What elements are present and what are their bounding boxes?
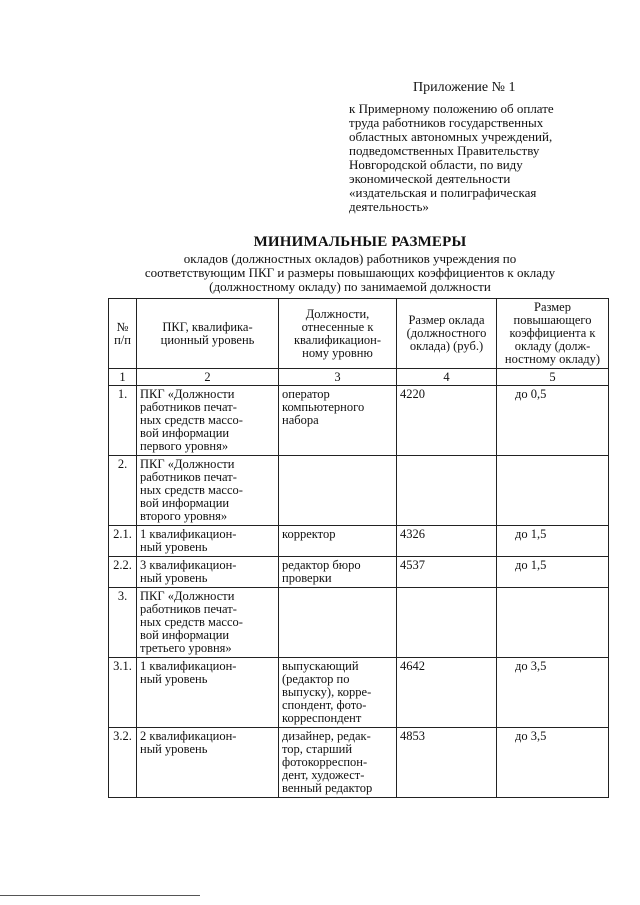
table-row bbox=[109, 386, 609, 456]
position-line: набора bbox=[282, 413, 319, 427]
row-salary: 4537 bbox=[397, 557, 497, 588]
row-number: 3.1. bbox=[109, 658, 137, 728]
position-line: проверки bbox=[282, 571, 332, 585]
row-coefficient: до 1,5 bbox=[497, 557, 609, 588]
header-group bbox=[137, 299, 279, 369]
document-heading: МИНИМАЛЬНЫЕ РАЗМЕРЫ bbox=[253, 234, 467, 250]
header-line: ционный уровень bbox=[160, 332, 255, 347]
group-line: ных средств массо- bbox=[140, 483, 243, 497]
group-line: ный уровень bbox=[140, 571, 208, 585]
row-number: 2.2. bbox=[109, 557, 137, 588]
table-header-row bbox=[109, 299, 609, 369]
row-group bbox=[137, 728, 279, 798]
row-coefficient: до 3,5 bbox=[497, 728, 609, 798]
header-line: ностному окладу) bbox=[504, 352, 601, 366]
row-coefficient: до 3,5 bbox=[497, 658, 609, 728]
appendix-line: Новгородской области, по виду bbox=[349, 157, 523, 172]
header-line: повышающего bbox=[513, 313, 592, 327]
document-subheading bbox=[110, 252, 590, 294]
group-line: ный уровень bbox=[140, 742, 208, 756]
row-group bbox=[137, 557, 279, 588]
table-row bbox=[109, 658, 609, 728]
column-number: 5 bbox=[497, 369, 609, 386]
header-line: № bbox=[116, 319, 129, 334]
row-positions bbox=[279, 588, 397, 658]
row-positions bbox=[279, 386, 397, 456]
appendix-title: Приложение № 1 bbox=[413, 80, 516, 95]
appendix-line: труда работников государственных bbox=[349, 115, 544, 130]
header-salary bbox=[397, 299, 497, 369]
position-line: оператор bbox=[282, 387, 330, 401]
column-number: 4 bbox=[397, 369, 497, 386]
row-number: 1. bbox=[109, 386, 137, 456]
position-line: корректор bbox=[282, 527, 336, 541]
header-line: (должностного bbox=[406, 326, 487, 340]
salary-table bbox=[108, 298, 609, 798]
position-line: (редактор по bbox=[282, 672, 350, 686]
row-positions bbox=[279, 557, 397, 588]
row-salary: 4220 bbox=[397, 386, 497, 456]
header-number bbox=[109, 299, 137, 369]
position-line: редактор бюро bbox=[282, 558, 361, 572]
header-line: квалификацион- bbox=[293, 332, 382, 347]
group-line: ПКГ «Должности bbox=[140, 457, 235, 471]
row-salary: 4853 bbox=[397, 728, 497, 798]
subheading-line: окладов (должностных окладов) работников учреждения по bbox=[183, 251, 517, 266]
header-line: оклада) (руб.) bbox=[409, 339, 484, 353]
group-line: работников печат- bbox=[140, 602, 237, 616]
row-positions bbox=[279, 728, 397, 798]
group-line: вой информации bbox=[140, 496, 230, 510]
group-line: 1 квалификацион- bbox=[140, 659, 237, 673]
group-line: ный уровень bbox=[140, 672, 208, 686]
appendix-line: деятельность» bbox=[349, 199, 429, 214]
appendix-block bbox=[349, 80, 599, 214]
position-line: компьютерного bbox=[282, 400, 365, 414]
group-line: работников печат- bbox=[140, 400, 237, 414]
position-line: дент, художест- bbox=[282, 768, 365, 782]
position-line: дизайнер, редак- bbox=[282, 729, 371, 743]
row-number: 2. bbox=[109, 456, 137, 526]
table-column-numbers-row bbox=[109, 369, 609, 386]
table-row bbox=[109, 588, 609, 658]
header-line: Должности, bbox=[305, 306, 370, 321]
row-coefficient bbox=[497, 588, 609, 658]
appendix-line: к Примерному положению об оплате bbox=[349, 101, 554, 116]
appendix-lines bbox=[349, 102, 599, 214]
appendix-line: областных автономных учреждений, bbox=[349, 129, 553, 144]
table-body bbox=[109, 386, 609, 798]
header-line: Размер оклада bbox=[408, 313, 485, 327]
header-line: Размер bbox=[534, 300, 571, 314]
header-line: коэффициента к bbox=[509, 326, 596, 340]
row-number: 2.1. bbox=[109, 526, 137, 557]
table-row bbox=[109, 456, 609, 526]
position-line: выпускающий bbox=[282, 659, 359, 673]
header-line: ПКГ, квалифика- bbox=[162, 319, 253, 334]
row-positions bbox=[279, 658, 397, 728]
position-line: венный редактор bbox=[282, 781, 373, 795]
column-number: 3 bbox=[279, 369, 397, 386]
row-positions bbox=[279, 526, 397, 557]
row-salary bbox=[397, 456, 497, 526]
column-number: 2 bbox=[137, 369, 279, 386]
position-line: спондент, фото- bbox=[282, 698, 367, 712]
position-line: фотокорреспон- bbox=[282, 755, 368, 769]
row-coefficient bbox=[497, 456, 609, 526]
position-line: корреспондент bbox=[282, 711, 362, 725]
group-line: ный уровень bbox=[140, 540, 208, 554]
row-group bbox=[137, 658, 279, 728]
header-coefficient bbox=[497, 299, 609, 369]
group-line: ных средств массо- bbox=[140, 615, 243, 629]
row-coefficient: до 1,5 bbox=[497, 526, 609, 557]
header-line: отнесенные к bbox=[301, 319, 374, 334]
row-group bbox=[137, 588, 279, 658]
subheading-line: (должностному окладу) по занимаемой должности bbox=[209, 279, 491, 294]
position-line: выпуску), корре- bbox=[282, 685, 372, 699]
group-line: ПКГ «Должности bbox=[140, 589, 235, 603]
row-group bbox=[137, 386, 279, 456]
header-line: ному уровню bbox=[302, 345, 373, 360]
header-positions bbox=[279, 299, 397, 369]
group-line: работников печат- bbox=[140, 470, 237, 484]
footnote-divider bbox=[0, 895, 200, 896]
group-line: ПКГ «Должности bbox=[140, 387, 235, 401]
group-line: вой информации bbox=[140, 426, 230, 440]
position-line: тор, старший bbox=[282, 742, 353, 756]
group-line: первого уровня» bbox=[140, 439, 229, 453]
group-line: 2 квалификацион- bbox=[140, 729, 237, 743]
row-group bbox=[137, 526, 279, 557]
row-number: 3. bbox=[109, 588, 137, 658]
group-line: третьего уровня» bbox=[140, 641, 232, 655]
table-row bbox=[109, 526, 609, 557]
table-row bbox=[109, 557, 609, 588]
row-salary: 4326 bbox=[397, 526, 497, 557]
row-salary: 4642 bbox=[397, 658, 497, 728]
group-line: вой информации bbox=[140, 628, 230, 642]
subheading-line: соответствующим ПКГ и размеры повышающих коэффициентов к окладу bbox=[144, 265, 556, 280]
row-group bbox=[137, 456, 279, 526]
header-line: окладу (долж- bbox=[514, 339, 591, 353]
row-salary bbox=[397, 588, 497, 658]
group-line: ных средств массо- bbox=[140, 413, 243, 427]
row-coefficient: до 0,5 bbox=[497, 386, 609, 456]
row-positions bbox=[279, 456, 397, 526]
group-line: 3 квалификацион- bbox=[140, 558, 237, 572]
appendix-line: подведомственных Правительству bbox=[349, 143, 540, 158]
header-line: п/п bbox=[114, 332, 131, 347]
group-line: 1 квалификацион- bbox=[140, 527, 237, 541]
appendix-line: экономической деятельности bbox=[349, 171, 511, 186]
appendix-line: «издательская и полиграфическая bbox=[349, 185, 537, 200]
table-row bbox=[109, 728, 609, 798]
row-number: 3.2. bbox=[109, 728, 137, 798]
group-line: второго уровня» bbox=[140, 509, 228, 523]
column-number: 1 bbox=[109, 369, 137, 386]
